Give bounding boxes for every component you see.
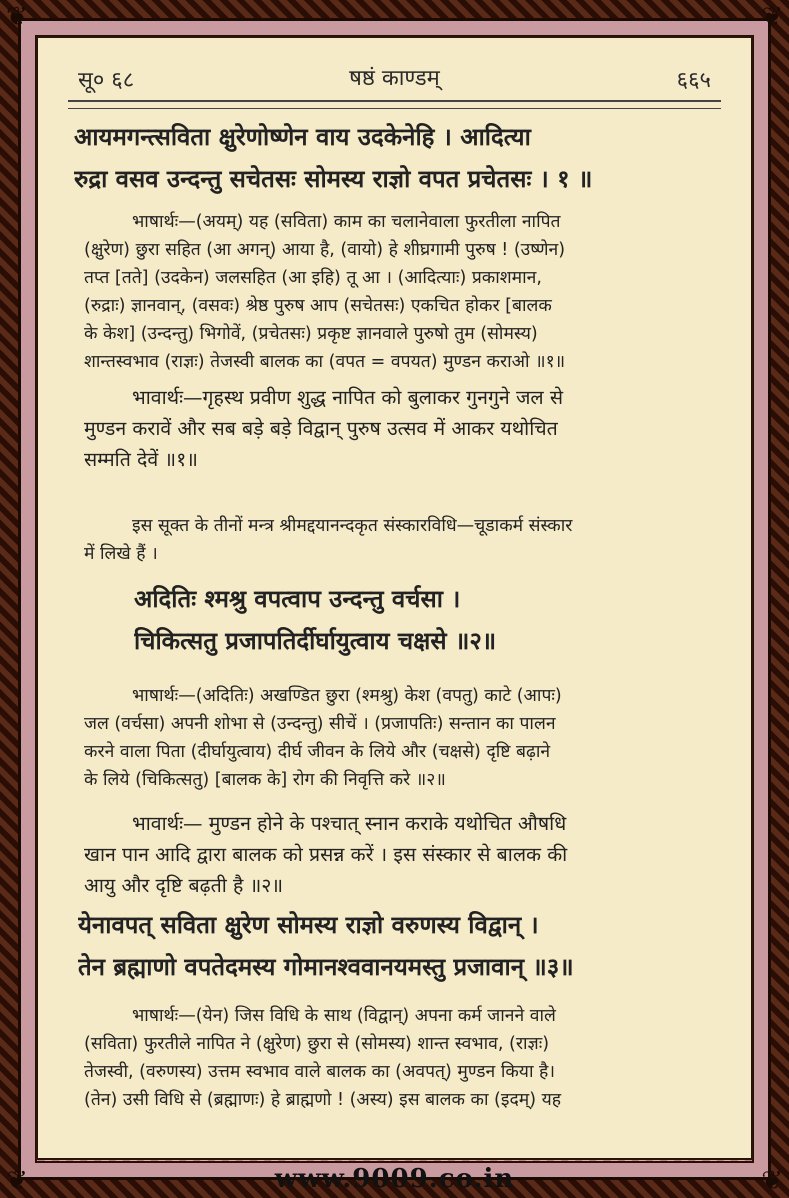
text-line: भावार्थः— मुण्डन होने के पश्चात् स्नान कराके यथोचित औषधि [132, 812, 567, 835]
text-line: करने वाला पिता (दीर्घायुत्वाय) दीर्घ जीवन के लिये और (चक्षसे) दृष्टि बढ़ाने [84, 742, 551, 762]
sukta-number: सू० ६८ [78, 68, 135, 93]
text-line: मुण्डन करावें और सब बड़े बड़े विद्वान् पुरुष उत्सव में आकर यथोचित [84, 417, 558, 440]
mantra-line: चिकित्सतु प्रजापतिर्दीर्घायुत्वाय चक्षसे ॥२॥ [134, 627, 497, 655]
text-line: तेजस्वी, (वरुणस्य) उत्तम स्वभाव वाले बालक का (अवपत्) मुण्डन किया है। [84, 1062, 555, 1082]
text-line: (सविता) फुरतीले नापित ने (क्षुरेण) छुरा से (सोमस्य) शान्त स्वभाव, (राज्ञः) [84, 1034, 550, 1054]
text-line: के केश] (उन्दन्तु) भिगोवें, (प्रचेतसः) प्रकृष्ट ज्ञानवाले पुरुषो तुम (सोमस्य) [84, 324, 538, 344]
text-line: भाषार्थः—(अदितिः) अखण्डित छुरा (श्मश्रु) केश (वपतु) काटे (आपः) [132, 686, 562, 706]
running-header [68, 58, 721, 98]
text-line: भाषार्थः—(अयम्) यह (सविता) काम का चलानेवाला फुरतीला नापित [132, 212, 561, 232]
text-line: जल (वर्चसा) अपनी शोभा से (उन्दन्तु) सीचें । (प्रजापतिः) सन्तान का पालन [84, 714, 556, 734]
corner-ornament-icon: ❦ [6, 2, 28, 32]
site-url: www.9009.co.in [274, 1164, 515, 1194]
page-number: ६६५ [676, 68, 711, 93]
corner-ornament-icon: ❦ [6, 1166, 28, 1196]
text-line: सम्मति देवें ॥१॥ [84, 448, 198, 471]
bhashartha-3 [84, 1002, 721, 1114]
text-line: भाषार्थः—(येन) जिस विधि के साथ (विद्वान्) अपना कर्म जानने वाले [132, 1006, 556, 1026]
bhavartha-1 [84, 382, 721, 475]
mantra-1 [74, 116, 721, 200]
mantra-line: येनावपत् सविता क्षुरेण सोमस्य राज्ञो वरुणस्य विद्वान् । [78, 911, 539, 939]
text-line: आयु और दृष्टि बढ़ती है ॥२॥ [84, 874, 284, 897]
mantra-line: अदितिः श्मश्रु वपत्वाप उन्दन्तु वर्चसा । [134, 585, 461, 613]
mantra-line: तेन ब्रह्माणो वपतेदमस्य गोमानश्ववानयमस्तु प्रजावान् ॥३॥ [78, 953, 574, 981]
mantra-line: आयमगन्त्सविता क्षुरेणोष्णेन वाय उदकेनेहि । आदित्या [74, 123, 531, 151]
header-rule [68, 100, 721, 109]
text-line: खान पान आदि द्वारा बालक को प्रसन्न करें । इस संस्कार से बालक की [84, 843, 568, 866]
text-line: शान्तस्वभाव (राज्ञः) तेजस्वी बालक का (वपत = वपयत) मुण्डन कराओ ॥१॥ [84, 352, 566, 372]
corner-ornament-icon: ❦ [761, 1166, 783, 1196]
text-line: (तेन) उसी विधि से (ब्रह्माणः) हे ब्राह्मणो ! (अस्य) इस बालक का (इदम्) यह [84, 1090, 562, 1110]
chapter-title: षष्ठं काण्डम् [349, 66, 440, 91]
text-line: इस सूक्त के तीनों मन्त्र श्रीमद्दयानन्दकृत संस्कारविधि—चूडाकर्म संस्कार [132, 516, 573, 536]
book-page [36, 36, 753, 1160]
bhashartha-2 [84, 682, 721, 794]
text-line: में लिखे हैं । [84, 544, 158, 564]
mantra-2 [134, 578, 721, 662]
corner-ornament-icon: ❦ [761, 2, 783, 32]
text-line: के लिये (चिकित्सतु) [बालक के] रोग की निवृत्ति करे ॥२॥ [84, 770, 446, 790]
text-line: (क्षुरेण) छुरा सहित (आ अगन्) आया है, (वायो) हे शीघ्रगामी पुरुष ! (उष्णेन) [84, 240, 566, 260]
mantra-3 [78, 904, 721, 988]
text-line: (रुद्राः) ज्ञानवान्, (वसवः) श्रेष्ठ पुरुष आप (सचेतसः) एकचित होकर [बालक [84, 296, 552, 316]
bhashartha-1 [84, 208, 721, 376]
sukta-note [84, 512, 721, 568]
text-line: भावार्थः—गृहस्थ प्रवीण शुद्ध नापित को बुलाकर गुनगुने जल से [132, 386, 564, 409]
mantra-line: रुद्रा वसव उन्दन्तु सचेतसः सोमस्य राज्ञो वपत प्रचेतसः । १ ॥ [74, 165, 593, 193]
text-line: तप्त [तते] (उदकेन) जलसहित (आ इहि) तू आ । (आदित्याः) प्रकाशमान, [84, 268, 542, 288]
bhavartha-2 [84, 808, 721, 901]
